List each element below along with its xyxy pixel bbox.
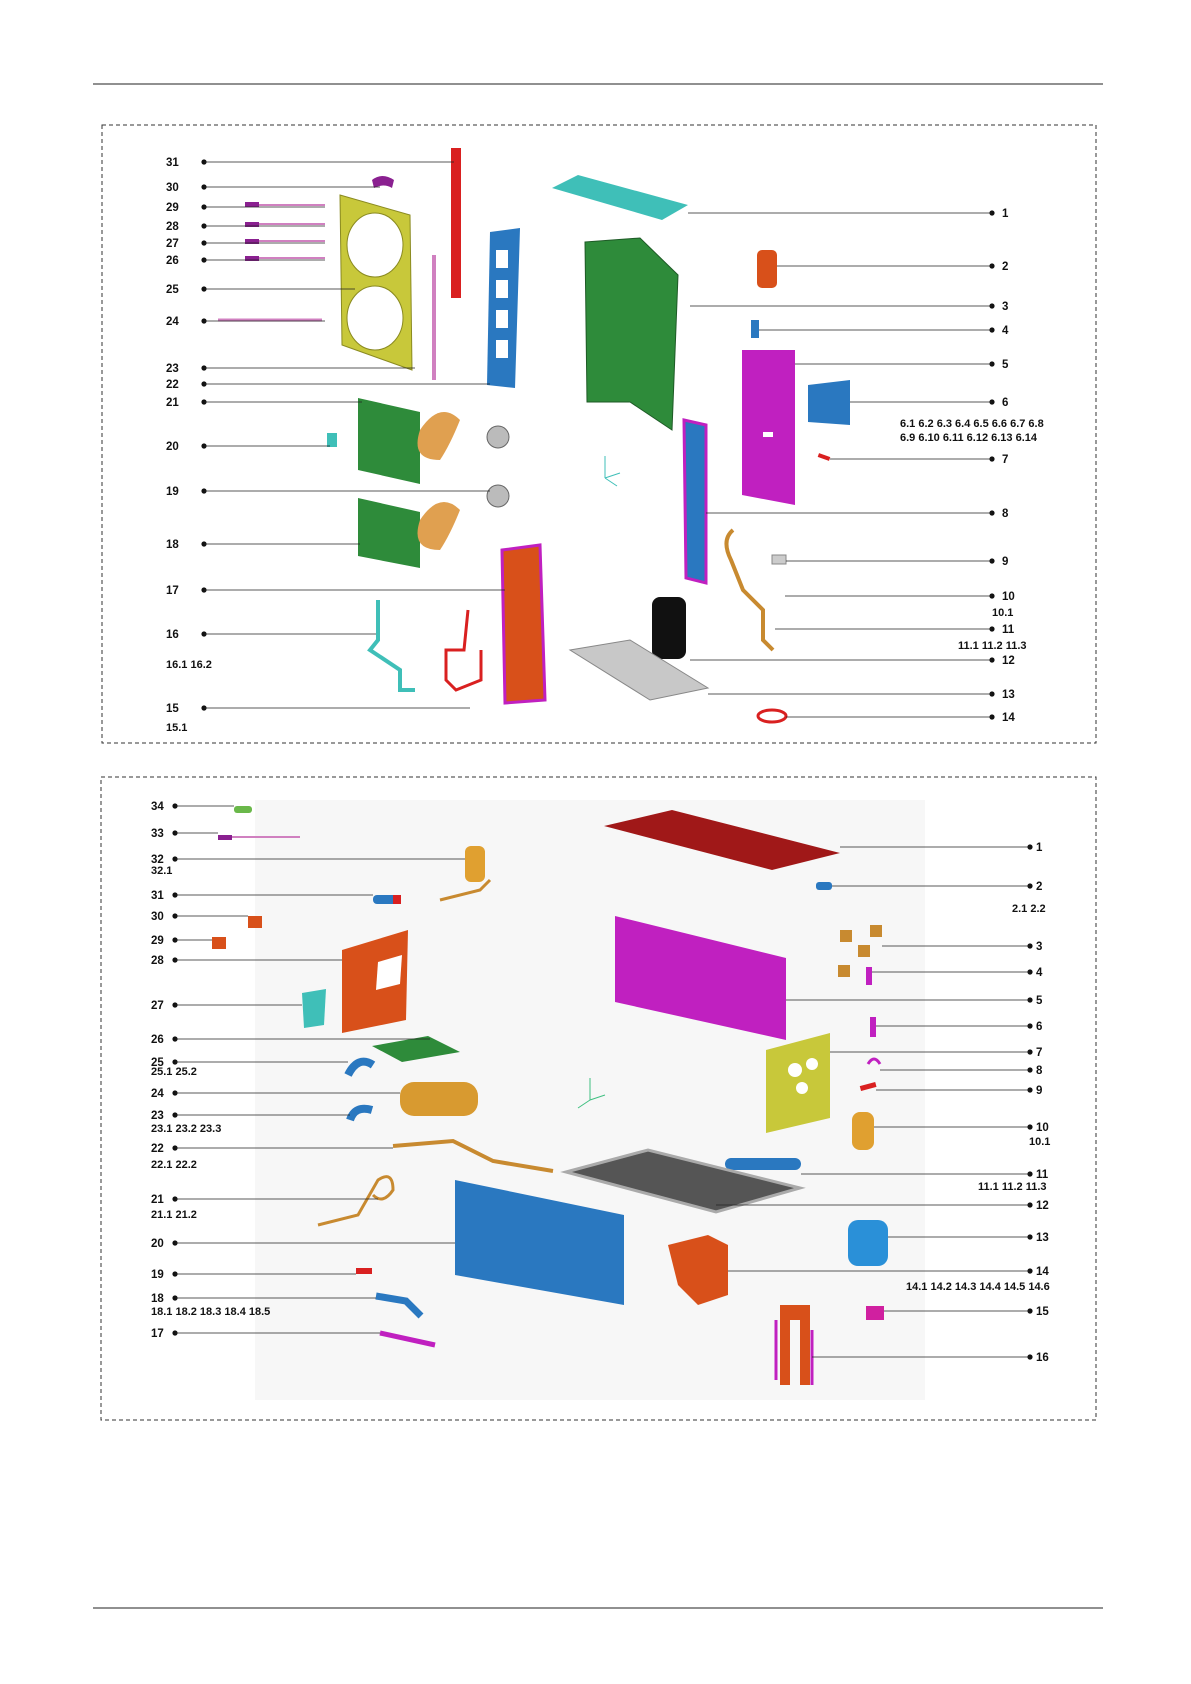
part-number-label: 34	[151, 801, 164, 813]
bracket-slot	[496, 280, 508, 298]
capacitor-bracket	[302, 989, 326, 1028]
compressor-blue	[848, 1220, 888, 1266]
fan-grille-lower	[358, 498, 420, 568]
part-number-label: 8	[1036, 1065, 1043, 1077]
bottom-sublabel: 23.1 23.2 23.3	[151, 1123, 222, 1135]
part-number-label: 25	[151, 1057, 164, 1069]
bottom-sublabel: 11.1 11.2 11.3	[978, 1181, 1047, 1193]
bracket-slot	[496, 340, 508, 358]
part-number-label: 23	[166, 363, 179, 375]
part-number-label: 13	[1036, 1232, 1049, 1244]
top-sublabel: 16.1 16.2	[166, 659, 212, 671]
bracket-slot	[496, 310, 508, 328]
gas-liquid-separator	[852, 1112, 874, 1150]
part-number-label: 16	[1036, 1352, 1049, 1364]
fan-guard-hole-bottom	[347, 286, 403, 350]
part-number-label: 11	[1036, 1169, 1049, 1181]
part-number-label: 27	[166, 238, 179, 250]
part-number-label: 20	[151, 1238, 164, 1250]
top-sublabel: 15.1	[166, 722, 188, 734]
part-number-label: 15	[1036, 1306, 1049, 1318]
liquid-pipe-assembly	[446, 610, 481, 690]
part-number-label: 16	[166, 629, 179, 641]
part-number-label: 30	[166, 182, 179, 194]
part-number-label: 28	[166, 221, 179, 233]
part-number-label: 26	[151, 1034, 164, 1046]
compressor-capacitor	[757, 250, 777, 288]
partition-plate	[684, 420, 706, 583]
part-number-label: 4	[1002, 325, 1009, 337]
part-number-label: 7	[1036, 1047, 1043, 1059]
part-number-label: 21	[166, 397, 179, 409]
base-plate	[570, 640, 708, 700]
bracket	[858, 945, 870, 957]
sensor-holder-green	[234, 806, 252, 813]
expansion-valve	[866, 1306, 884, 1320]
part-number-label: 22	[151, 1143, 164, 1155]
bottom-sublabel: 10.1	[1029, 1136, 1051, 1148]
bottom-sublabel: 2.1 2.2	[1012, 903, 1046, 915]
part-number-label: 6	[1002, 397, 1009, 409]
fan-grille-upper	[358, 398, 420, 484]
part-number-label: 19	[151, 1269, 164, 1281]
part-number-label: 11	[1002, 624, 1015, 636]
bracket	[840, 930, 852, 942]
compressor	[652, 597, 686, 659]
part-number-label: 15	[166, 703, 179, 715]
top-left-labels	[166, 157, 179, 715]
part-number-label: 10	[1002, 591, 1015, 603]
reactor-block	[772, 555, 786, 564]
bottom-sublabel: 25.1 25.2	[151, 1066, 197, 1078]
pink-rod	[432, 255, 436, 380]
top-sublabel: 6.1 6.2 6.3 6.4 6.5 6.6 6.7 6.8	[900, 418, 1044, 430]
part-number-label: 17	[166, 585, 179, 597]
part-number-label: 9	[1002, 556, 1009, 568]
part-number-label: 18	[151, 1293, 164, 1305]
part-number-label: 30	[151, 911, 164, 923]
valve-body-2	[212, 937, 226, 949]
fan-blade-upper	[418, 412, 461, 460]
valve-body	[248, 916, 262, 928]
part-number-label: 8	[1002, 508, 1009, 520]
bottom-sublabel: 22.1 22.2	[151, 1159, 197, 1171]
part-number-label: 24	[166, 316, 179, 328]
top-sublabel: 10.1	[992, 607, 1014, 619]
part-number-label: 12	[1036, 1200, 1049, 1212]
electric-control-box	[808, 380, 850, 425]
bottom-sublabel: 18.1 18.2 18.3 18.4 18.5	[151, 1306, 271, 1318]
bottom-parts-illustration	[212, 800, 925, 1400]
part-number-label: 26	[166, 255, 179, 267]
clip-6	[870, 1017, 876, 1037]
part-number-label: 12	[1002, 655, 1015, 667]
part-number-label: 7	[1002, 454, 1009, 466]
part-number-label: 27	[151, 1000, 164, 1012]
part-number-label: 13	[1002, 689, 1015, 701]
part-number-label: 28	[151, 955, 164, 967]
accumulator	[465, 846, 485, 882]
part-number-label: 14	[1036, 1266, 1049, 1278]
part-number-label: 14	[1002, 712, 1015, 724]
top-cover-panel	[552, 175, 688, 220]
top-parts-illustration	[218, 148, 850, 722]
part-number-label: 22	[166, 379, 179, 391]
part-number-label: 4	[1036, 967, 1043, 979]
part-number-label: 31	[151, 890, 164, 902]
receiver-tank	[400, 1082, 478, 1116]
part-number-label: 1	[1002, 208, 1009, 220]
panel-slot	[763, 432, 773, 437]
fan-blade-lower	[418, 502, 461, 550]
heat-exchanger-tube	[725, 1158, 801, 1170]
sensor-cap	[816, 882, 832, 890]
terminal-block	[751, 320, 759, 338]
fan-motor-upper	[487, 426, 509, 448]
bottom-sublabel: 32.1	[151, 865, 173, 877]
part-number-label: 19	[166, 486, 179, 498]
part-number-label: 6	[1036, 1021, 1043, 1033]
bracket-slot	[496, 250, 508, 268]
part-number-label: 24	[151, 1088, 164, 1100]
condenser-coil	[585, 238, 678, 430]
part-number-label: 17	[151, 1328, 164, 1340]
part-number-label: 3	[1002, 301, 1009, 313]
fan-guard-hole-top	[347, 213, 403, 277]
part-number-label: 5	[1002, 359, 1009, 371]
part-number-label: 2	[1036, 881, 1043, 893]
valve-small	[356, 1268, 372, 1274]
part-number-label: 29	[151, 935, 164, 947]
part-number-label: 5	[1036, 995, 1043, 1007]
part-number-label: 20	[166, 441, 179, 453]
part-number-label: 2	[1002, 261, 1009, 273]
part-number-label: 29	[166, 202, 179, 214]
crankcase-heater-ring	[758, 710, 786, 722]
part-number-label: 31	[166, 157, 179, 169]
clip-4	[866, 967, 872, 985]
gas-pipe-assembly	[370, 600, 415, 690]
copper-pipe-assembly	[726, 530, 773, 650]
top-sublabel: 11.1 11.2 11.3	[958, 640, 1027, 652]
bracket	[870, 925, 882, 937]
insulation-tubes	[218, 202, 325, 320]
red-pipe	[451, 148, 461, 298]
bottom-sublabel: 14.1 14.2 14.3 14.4 14.5 14.6	[906, 1281, 1050, 1293]
part-number-label: 23	[151, 1110, 164, 1122]
part-number-label: 21	[151, 1194, 164, 1206]
part-number-label: 33	[151, 828, 164, 840]
right-side-panel	[502, 545, 545, 703]
axis-indicator	[605, 456, 620, 486]
part-number-label: 9	[1036, 1085, 1043, 1097]
capacitor-small	[327, 433, 337, 447]
part-number-label: 25	[166, 284, 179, 296]
part-number-label: 32	[151, 854, 164, 866]
part-number-label: 3	[1036, 941, 1043, 953]
part-number-label: 18	[166, 539, 179, 551]
part-number-label: 1	[1036, 842, 1043, 854]
bottom-sublabel: 21.1 21.2	[151, 1209, 197, 1221]
fan-motor-lower	[487, 485, 509, 507]
top-sublabel: 6.9 6.10 6.11 6.12 6.13 6.14	[900, 432, 1038, 444]
purple-clip	[372, 176, 394, 188]
electric-panel-yellow	[766, 1033, 830, 1133]
part-number-label: 10	[1036, 1122, 1049, 1134]
side-panel-magenta	[742, 350, 795, 505]
bracket	[838, 965, 850, 977]
sensor-small	[818, 453, 831, 461]
